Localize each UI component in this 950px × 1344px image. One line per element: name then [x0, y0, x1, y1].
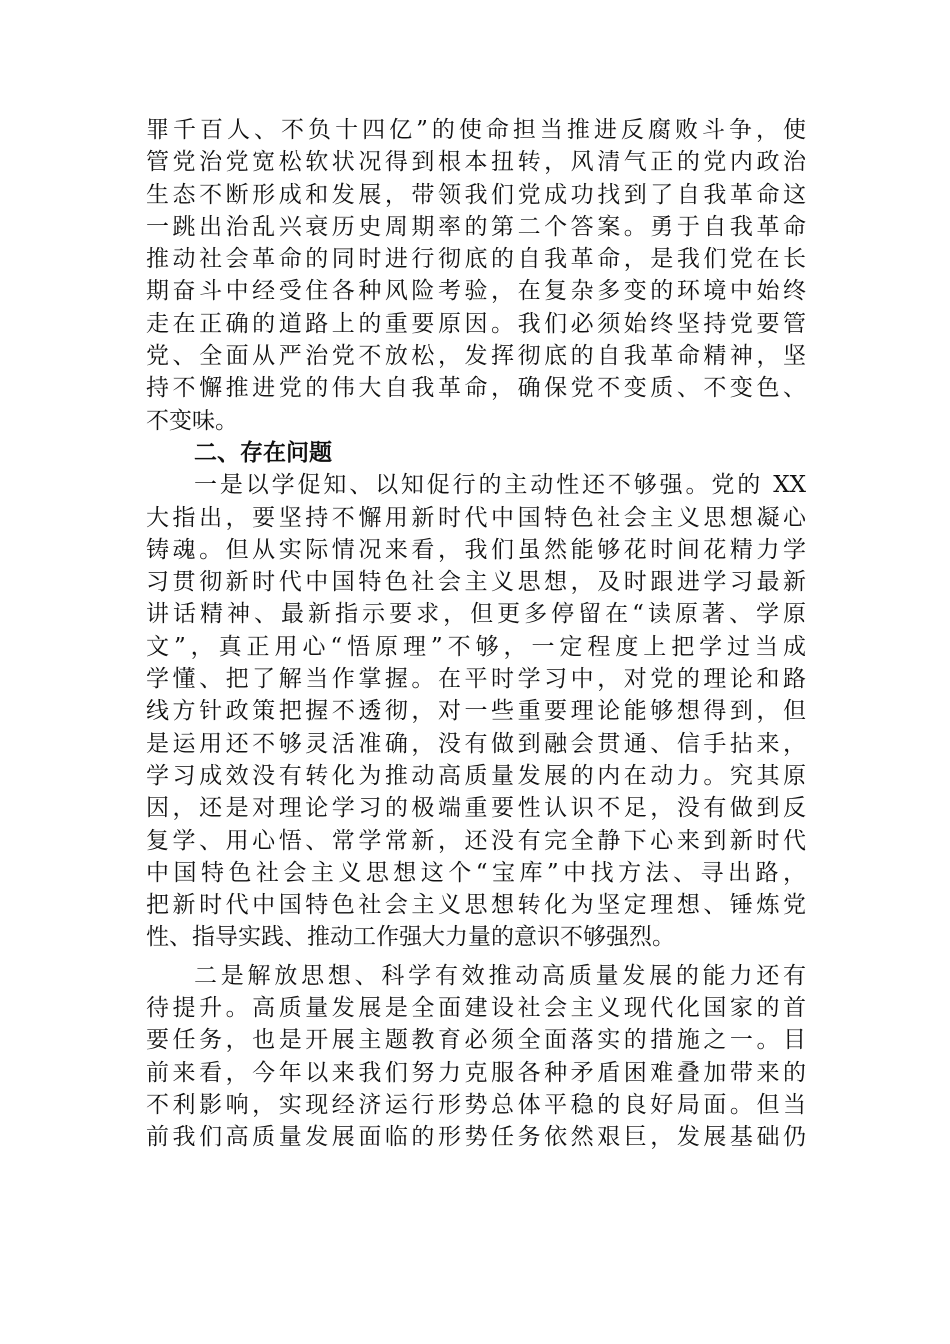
text-line: 学懂、把了解当作掌握。在平时学习中，对党的理论和路 — [146, 666, 806, 693]
text-line: 复学、用心悟、常学常新，还没有完全静下心来到新时代 — [146, 827, 806, 854]
text-line: 讲话精神、最新指示要求，但更多停留在“读原著、学原 — [146, 601, 806, 628]
text-line: 管党治党宽松软状况得到根本扭转，风清气正的党内政治 — [146, 149, 806, 176]
text-line: 前我们高质量发展面临的形势任务依然艰巨，发展基础仍 — [146, 1124, 806, 1151]
section-heading — [146, 437, 806, 469]
text-line: 持不懈推进党的伟大自我革命，确保党不变质、不变色、 — [146, 375, 806, 402]
section-heading-text: 二、存在问题 — [194, 439, 332, 466]
text-line: 生态不断形成和发展，带领我们党成功找到了自我革命这 — [146, 181, 806, 208]
text-line: 是运用还不够灵活准确，没有做到融会贯通、信手拈来， — [146, 730, 806, 757]
text-line: 大指出，要坚持不懈用新时代中国特色社会主义思想凝心 — [146, 504, 806, 531]
paragraph-continuation — [146, 114, 806, 437]
text-line: 期奋斗中经受住各种风险考验，在复杂多变的环境中始终 — [146, 278, 806, 305]
text-line: 铸魂。但从实际情况来看，我们虽然能够花时间花精力学 — [146, 536, 806, 563]
text-line: 中国特色社会主义思想这个“宝库”中找方法、寻出路， — [146, 859, 806, 886]
text-line: 文”，真正用心“悟原理”不够，一定程度上把学过当成 — [146, 633, 806, 660]
text-line: 线方针政策把握不透彻，对一些重要理论能够想得到，但 — [146, 698, 806, 725]
text-line: 性、指导实践、推动工作强大力量的意识不够强烈。 — [146, 924, 675, 951]
text-line: 不利影响，实现经济运行形势总体平稳的良好局面。但当 — [146, 1091, 806, 1118]
text-line: 学习成效没有转化为推动高质量发展的内在动力。究其原 — [146, 762, 806, 789]
paragraph-problem-one — [146, 469, 806, 953]
text-line: 一是以学促知、以知促行的主动性还不够强。党的 XX — [194, 472, 806, 499]
text-line: 把新时代中国特色社会主义思想转化为坚定理想、锤炼党 — [146, 892, 806, 919]
text-line: 要任务，也是开展主题教育必须全面落实的措施之一。目 — [146, 1027, 806, 1054]
text-line: 不变味。 — [146, 407, 238, 434]
text-line: 前来看，今年以来我们努力克服各种矛盾困难叠加带来的 — [146, 1059, 806, 1086]
text-line: 一跳出治乱兴衰历史周期率的第二个答案。勇于自我革命 — [146, 213, 806, 240]
text-line: 推动社会革命的同时进行彻底的自我革命，是我们党在长 — [146, 246, 806, 273]
text-line: 走在正确的道路上的重要原因。我们必须始终坚持党要管 — [146, 310, 806, 337]
text-line: 党、全面从严治党不放松，发挥彻底的自我革命精神，坚 — [146, 343, 806, 370]
paragraph-problem-two — [146, 960, 806, 1154]
text-line: 罪千百人、不负十四亿”的使命担当推进反腐败斗争，使 — [146, 117, 806, 143]
text-line: 二是解放思想、科学有效推动高质量发展的能力还有 — [194, 962, 806, 989]
text-line: 因，还是对理论学习的极端重要性认识不足，没有做到反 — [146, 795, 806, 822]
text-line: 习贯彻新时代中国特色社会主义思想，及时跟进学习最新 — [146, 569, 806, 596]
text-line: 待提升。高质量发展是全面建设社会主义现代化国家的首 — [146, 995, 806, 1022]
document-body — [146, 114, 806, 1154]
